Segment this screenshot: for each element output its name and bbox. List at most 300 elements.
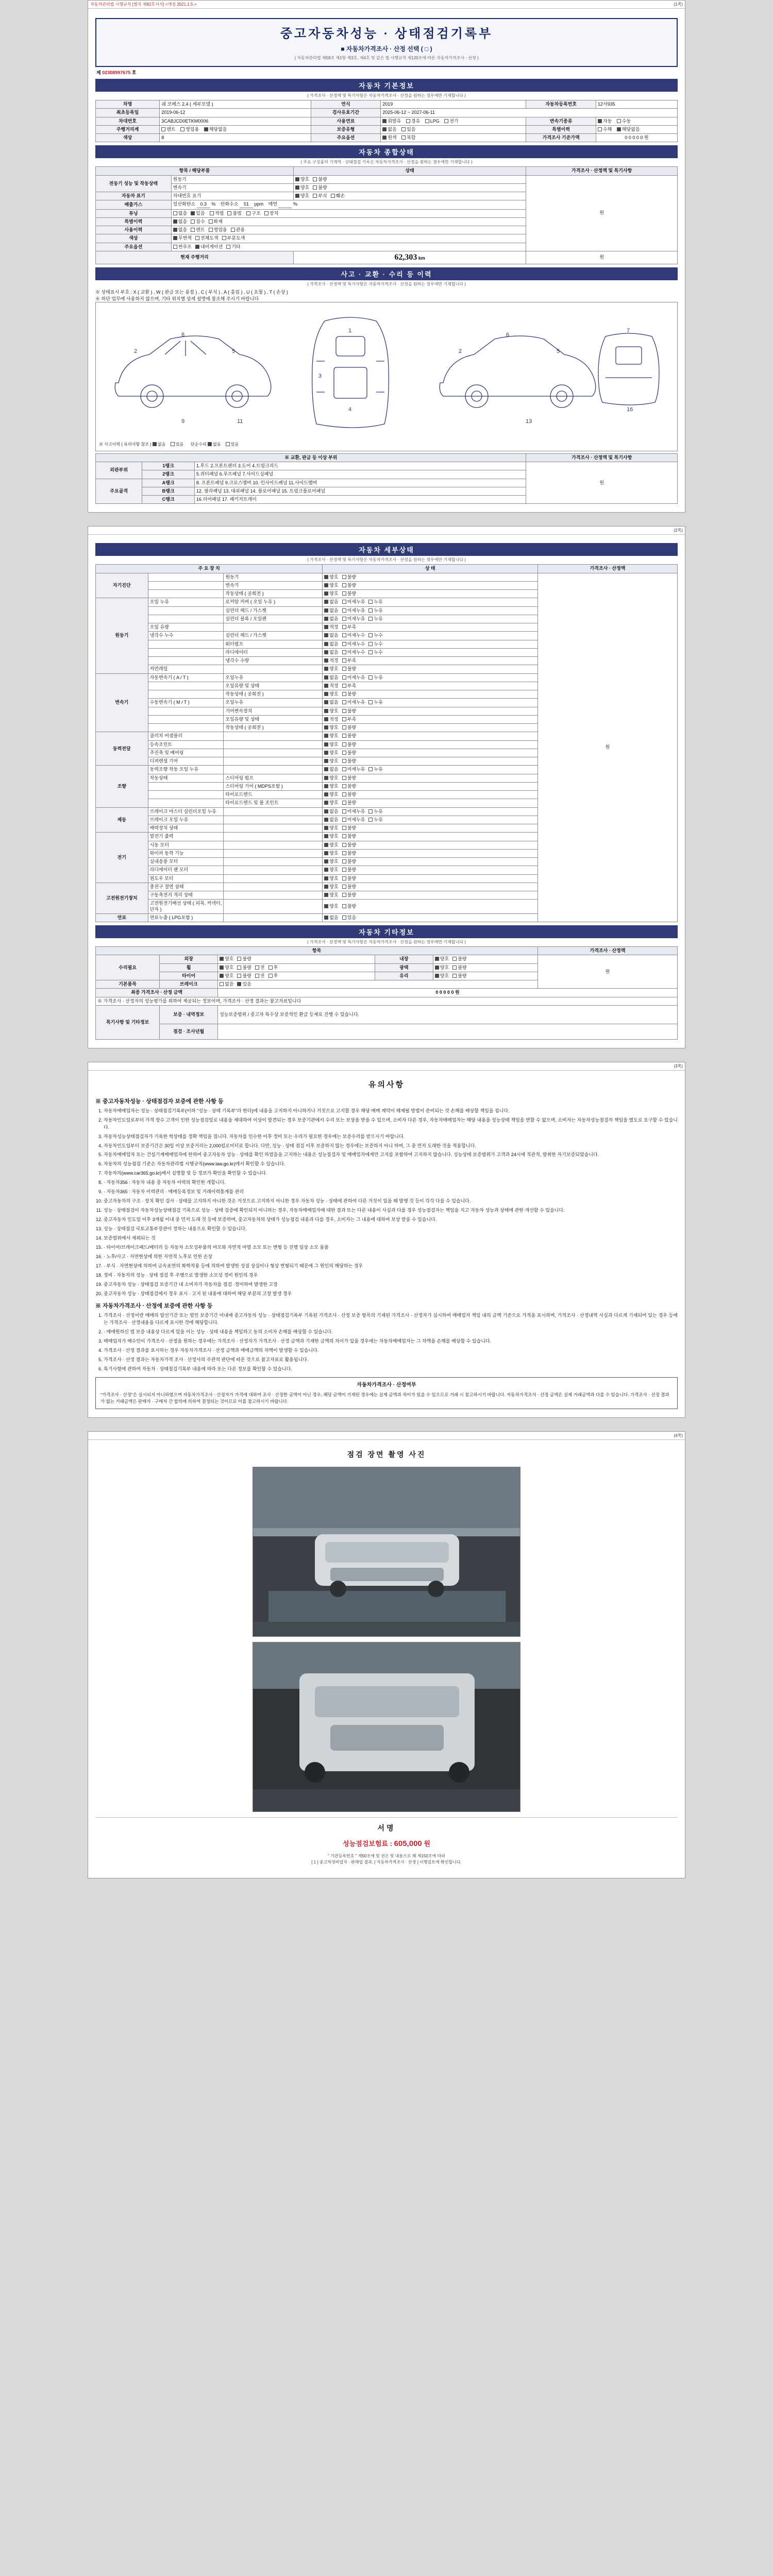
detail-state-label: 불량 (347, 691, 357, 697)
price-survey-warning-box (95, 1377, 678, 1409)
detail-state-opt-2-0-1[interactable] (342, 675, 365, 681)
checkbox-icon[interactable] (342, 776, 346, 780)
detail-state-label: 미세누유 (347, 607, 365, 613)
detail-state-opt-2-6-1[interactable] (342, 725, 356, 731)
detail-state-opt-5-0-2[interactable] (368, 809, 382, 815)
checkbox-icon[interactable] (342, 633, 346, 637)
basic-value-1: 2019-06-12 (160, 109, 311, 117)
detail-state-opt-7-0-0[interactable] (324, 884, 338, 890)
checkbox-icon[interactable] (324, 692, 328, 696)
detail-state-opt-1-4-2[interactable] (368, 633, 382, 638)
checkbox-icon[interactable] (324, 885, 328, 889)
checkbox-icon[interactable] (342, 751, 346, 755)
overall-col-2: 상태 (293, 167, 526, 175)
accident-opt-none[interactable] (153, 442, 165, 448)
detail-state-0-0[interactable] (323, 573, 538, 581)
detail-state-4-0[interactable] (323, 766, 538, 774)
checkbox-icon[interactable] (324, 608, 328, 613)
checkbox-icon[interactable] (324, 916, 328, 920)
checkbox-icon[interactable] (324, 700, 328, 704)
detail-state-opt-4-1-1[interactable] (342, 775, 356, 781)
detail-state-opt-1-6-2[interactable] (368, 650, 382, 655)
detail-state-opt-7-1-0[interactable] (324, 892, 338, 898)
detail-item-0-1 (148, 581, 224, 589)
detail-state-opt-4-0-2[interactable] (368, 767, 382, 772)
detail-state-opt-2-3-1[interactable] (342, 700, 365, 705)
odometer-label: 현재 주행거리 (96, 251, 294, 264)
detail-state-opt-1-3-1[interactable] (342, 624, 356, 630)
detail-state-1-8[interactable] (323, 665, 538, 673)
checkbox-icon[interactable] (324, 625, 328, 629)
detail-state-5-0[interactable] (323, 807, 538, 816)
checkbox-icon[interactable] (368, 675, 373, 680)
checkbox-icon[interactable] (342, 859, 346, 863)
detail-state-opt-6-4-0[interactable] (324, 867, 338, 873)
detail-state-opt-1-8-0[interactable] (324, 666, 338, 672)
checkbox-icon[interactable] (342, 826, 346, 830)
footer-line-1: " 기관등록번호 " 제50조에 및 권은 및 내용으로 해 제150조에 따라 (328, 1853, 445, 1858)
detail-state-opt-5-0-0[interactable] (324, 809, 338, 815)
detail-state-opt-0-1-1[interactable] (342, 583, 356, 588)
detail-state-opt-1-0-0[interactable] (324, 599, 338, 605)
detail-sub-1-8 (224, 665, 323, 673)
detail-state-label: 없음 (329, 641, 339, 647)
detail-state-opt-0-0-0[interactable] (324, 574, 338, 580)
detail-state-opt-1-6-0[interactable] (324, 650, 338, 655)
detail-state-2-2[interactable] (323, 690, 538, 699)
accident-history-label: ※ 사고이력 ( 유의사항 참조 ) (99, 442, 152, 447)
checkbox-icon[interactable] (324, 633, 328, 637)
detail-state-2-0[interactable] (323, 673, 538, 682)
detail-state-opt-0-2-1[interactable] (342, 591, 356, 597)
detail-state-opt-2-4-0[interactable] (324, 708, 338, 714)
transmission-options[interactable] (596, 117, 677, 125)
checkbox-icon[interactable] (368, 767, 373, 771)
detail-state-opt-5-1-2[interactable] (368, 817, 382, 823)
overall-state-6[interactable]: 무변색 전체도색 부분도색 (171, 234, 526, 243)
detail-state-opt-2-3-0[interactable] (324, 700, 338, 705)
detail-state-1-4[interactable] (323, 632, 538, 640)
detail-state-opt-4-0-1[interactable] (342, 767, 365, 772)
detail-state-opt-1-7-0[interactable] (324, 658, 338, 664)
detail-state-6-4[interactable] (323, 866, 538, 874)
checkbox-icon[interactable] (324, 904, 328, 908)
detail-state-opt-4-0-0[interactable] (324, 767, 338, 772)
overall-state-4[interactable]: 없음 침수 화재 (171, 217, 526, 226)
detail-state-opt-6-0-0[interactable] (324, 834, 338, 839)
parts-value-4: 16.리어패널 17. 패키지트레이 (194, 496, 526, 504)
detail-state-0-1[interactable] (323, 581, 538, 589)
checkbox-icon[interactable] (342, 767, 346, 771)
detail-sub-7-1 (224, 891, 323, 900)
detail-state-7-1[interactable] (323, 891, 538, 900)
special-history-options[interactable] (596, 125, 677, 133)
checkbox-icon[interactable] (342, 608, 346, 613)
checkbox-icon[interactable] (342, 792, 346, 796)
checkbox-icon[interactable] (342, 583, 346, 587)
checkbox-icon[interactable] (324, 818, 328, 822)
trans-opt-0: 자동 (602, 118, 612, 124)
overall-state-0[interactable]: 양호 불량 (293, 175, 526, 183)
detail-state-8-0[interactable] (323, 913, 538, 922)
detail-state-opt-0-0-1[interactable] (342, 574, 356, 580)
detail-state-label: 양호 (329, 741, 339, 747)
detail-state-opt-6-4-1[interactable] (342, 867, 356, 873)
checkbox-icon[interactable] (342, 667, 346, 671)
checkbox-icon[interactable] (342, 876, 346, 880)
checkbox-icon[interactable] (324, 893, 328, 897)
detail-state-6-5[interactable] (323, 874, 538, 883)
notice-item: 15. · 타이어/브레이크패드/배터리 등 자동차 소모성부품의 마모와 자연적 마멸 소모 또는 변형 등 진행 일상 소모 물품 (104, 1244, 678, 1251)
detail-state-opt-1-2-1[interactable] (342, 616, 365, 622)
other-opts2-2[interactable] (433, 972, 537, 980)
basic-label2-3: 보증유형 (311, 125, 380, 133)
detail-state-opt-6-2-1[interactable] (342, 851, 356, 856)
detail-state-3-2[interactable] (323, 749, 538, 757)
detail-state-4-1[interactable] (323, 774, 538, 782)
detail-state-2-6[interactable] (323, 724, 538, 732)
checkbox-icon[interactable] (342, 904, 346, 908)
checkbox-icon[interactable] (368, 642, 373, 646)
detail-state-opt-1-1-0[interactable] (324, 608, 338, 614)
detail-state-opt-0-1-0[interactable] (324, 583, 338, 588)
other-opts-2[interactable]: 양호 불량 전 후 (218, 972, 375, 980)
notice-item: 5. 자동차매매업자 또는 건설기계매매업자에 한하여 중고자동차 성능 · 상태를 확인 하였음을 고지하는 내용은 성능점검자 및 매매업자에게만 고지를 포함하여 고지하지 않습니다. 성능상태 보증범위가 고객과 24시에 직관적, 발취한 자기보증되었습니다. (104, 1151, 678, 1159)
checkbox-icon[interactable] (324, 784, 328, 788)
detail-state-opt-6-2-0[interactable] (324, 851, 338, 856)
checkbox-icon[interactable] (324, 709, 328, 713)
detail-group-0: 자기진단 (96, 573, 148, 598)
checkbox-icon[interactable] (324, 742, 328, 747)
section-accident-note: ( 가격조사 · 산정액 및 특기사항은 자동차가격조사 · 산정을 원하는 경우에만 기재합니다 ) (307, 281, 466, 286)
detail-state-opt-1-1-1[interactable] (342, 608, 365, 614)
overall-state-5[interactable]: 없음 렌트 영업용 관용 (171, 226, 526, 234)
checkbox-icon[interactable] (342, 851, 346, 855)
checkbox-icon[interactable] (342, 675, 346, 680)
detail-state-opt-6-3-1[interactable] (342, 859, 356, 865)
detail-state-1-1[interactable] (323, 606, 538, 615)
checkbox-icon[interactable] (324, 801, 328, 805)
detail-state-6-1[interactable] (323, 841, 538, 849)
detail-state-opt-1-5-0[interactable] (324, 641, 338, 647)
detail-state-7-0[interactable] (323, 883, 538, 891)
detail-group-8: 연료 (96, 913, 148, 922)
notice-item: 1. 가격조사 · 산정이란 매매의 알선기간 또는 법인 보증기간 이내에 중고자동차 성능 · 상태점검기록부 기록된 가격조사 · 산정 보증 항목의 기재된 가격조사 · 산정자가 실시하여 매매업자 책임 내의 금액 기준으로 가격을 표시하며, 가격조사 · 산정내역 사실과 다르게 기재되어 있는 경우 등에는 가격조사 · 산정내용을 다르게 표시한 것에 해당합니다. (104, 1312, 678, 1327)
detail-state-label: 불량 (347, 750, 357, 755)
detail-state-opt-1-0-1[interactable] (342, 599, 365, 605)
warn-head: 자동차가격조사 · 산정여부 (357, 1382, 416, 1388)
detail-state-1-0[interactable] (323, 598, 538, 606)
detail-state-1-3[interactable] (323, 623, 538, 632)
detail-state-opt-6-3-0[interactable] (324, 859, 338, 865)
detail-state-opt-1-0-2[interactable] (368, 599, 382, 605)
checkbox-icon[interactable] (324, 600, 328, 604)
detail-state-opt-2-2-0[interactable] (324, 691, 338, 697)
detail-state-label: 불량 (347, 666, 357, 672)
detail-state-opt-1-8-1[interactable] (342, 666, 356, 672)
detail-state-opt-4-1-0[interactable] (324, 775, 338, 781)
detail-state-opt-7-1-1[interactable] (342, 892, 356, 898)
detail-state-opt-0-2-0[interactable] (324, 591, 338, 597)
checkbox-icon[interactable] (368, 818, 373, 822)
checkbox-icon[interactable] (324, 667, 328, 671)
form-legal-ref: 자동차관리법 시행규칙 [별지 제82호서식] <개정 2021.1.5.> (90, 2, 197, 7)
checkbox-icon[interactable] (368, 650, 373, 654)
checkbox-icon[interactable] (324, 868, 328, 872)
detail-state-opt-2-3-2[interactable] (368, 700, 382, 705)
other-opts-0[interactable] (218, 955, 375, 963)
checkbox-icon[interactable] (368, 617, 373, 621)
detail-state-label: 없음 (329, 767, 339, 772)
detail-state-opt-5-0-1[interactable] (342, 809, 365, 815)
detail-state-4-3[interactable] (323, 791, 538, 799)
checkbox-icon[interactable] (342, 684, 346, 688)
basic-label3-5: 가격조사 기준가액 (526, 134, 596, 142)
checkbox-icon[interactable] (342, 742, 346, 747)
detail-state-opt-2-6-0[interactable] (324, 725, 338, 731)
checkbox-icon[interactable] (342, 868, 346, 872)
other-opts2-0[interactable] (433, 955, 537, 963)
detail-state-opt-1-1-2[interactable] (368, 608, 382, 614)
detail-state-opt-6-5-1[interactable] (342, 876, 356, 882)
detail-sub-4-0 (224, 766, 323, 774)
checkbox-icon[interactable] (324, 650, 328, 654)
detail-state-6-3[interactable] (323, 858, 538, 866)
detail-state-opt-6-1-0[interactable] (324, 842, 338, 848)
notice-item: 13. 성능 · 상태점검 국토교통부장관이 정하는 내용으로 확인할 수 있습니다. (104, 1226, 678, 1233)
checkbox-icon[interactable] (324, 751, 328, 755)
detail-state-6-2[interactable] (323, 849, 538, 857)
checkbox-icon[interactable] (342, 600, 346, 604)
checkbox-icon[interactable] (324, 642, 328, 646)
overall-state-1[interactable]: 양호 부식 훼손 (293, 192, 526, 200)
detail-state-opt-5-2-0[interactable] (324, 825, 338, 831)
checkbox-icon[interactable] (342, 692, 346, 696)
checkbox-icon[interactable] (324, 591, 328, 596)
accident-opt-yes[interactable] (171, 442, 183, 448)
checkbox-icon[interactable] (324, 684, 328, 688)
section-basic-info-header: 자동차 기본정보 (95, 79, 678, 92)
table-header-row (96, 167, 678, 175)
checkbox-icon[interactable] (342, 801, 346, 805)
checkbox-icon[interactable] (324, 776, 328, 780)
detail-state-opt-4-3-0[interactable] (324, 792, 338, 798)
detail-state-opt-7-2-0[interactable] (324, 904, 338, 909)
checkbox-icon[interactable] (342, 725, 346, 730)
detail-state-opt-7-0-1[interactable] (342, 884, 356, 890)
checkbox-icon[interactable] (342, 734, 346, 738)
detail-state-opt-2-1-0[interactable] (324, 683, 338, 689)
basic-label3-0: 자동차등록번호 (526, 100, 596, 109)
detail-state-opt-1-7-1[interactable] (342, 658, 356, 664)
checkbox-icon[interactable] (342, 916, 346, 920)
checkbox-icon[interactable] (342, 818, 346, 822)
checkbox-icon[interactable] (342, 784, 346, 788)
detail-state-opt-1-5-1[interactable] (342, 641, 365, 647)
checkbox-icon[interactable] (324, 725, 328, 730)
detail-state-opt-3-1-1[interactable] (342, 742, 356, 748)
detail-state-label: 미세누유 (347, 817, 365, 822)
checkbox-icon[interactable] (324, 583, 328, 587)
detail-state-label: 누수 (374, 649, 383, 655)
checkbox-icon[interactable] (342, 575, 346, 579)
detail-state-5-1[interactable] (323, 816, 538, 824)
detail-state-opt-2-5-0[interactable] (324, 717, 338, 722)
table-row (96, 175, 678, 183)
checkbox-icon[interactable] (324, 843, 328, 847)
detail-state-opt-1-4-1[interactable] (342, 633, 365, 638)
color-options[interactable] (381, 134, 526, 142)
section-accident-header: 사고 · 교환 · 수리 등 이력 (95, 267, 678, 280)
other-opts2-1[interactable] (433, 963, 537, 972)
overall-state-3[interactable]: 없음 있음 적법 불법 구조 장치 (171, 209, 526, 217)
detail-state-opt-4-4-0[interactable] (324, 800, 338, 806)
detail-state-opt-2-2-1[interactable] (342, 691, 356, 697)
detail-state-opt-1-6-1[interactable] (342, 650, 365, 655)
checkbox-icon[interactable] (342, 658, 346, 663)
checkbox-icon[interactable] (368, 809, 373, 814)
checkbox-icon[interactable] (342, 625, 346, 629)
detail-state-opt-6-1-1[interactable] (342, 842, 356, 848)
checkbox-icon[interactable] (342, 809, 346, 814)
overall-state-0b[interactable]: 양호 불량 (293, 183, 526, 192)
detail-state-opt-1-3-0[interactable] (324, 624, 338, 630)
detail-state-5-2[interactable] (323, 824, 538, 833)
detail-state-2-1[interactable] (323, 682, 538, 690)
checkbox-icon[interactable] (342, 843, 346, 847)
detail-item-2-0: 자동변속기 ( A / T ) (148, 673, 224, 682)
checkbox-icon[interactable] (324, 734, 328, 738)
detail-state-opt-3-2-1[interactable] (342, 750, 356, 756)
detail-state-opt-2-0-0[interactable] (324, 675, 338, 681)
detail-state-0-2[interactable] (323, 590, 538, 598)
detail-state-opt-6-0-1[interactable] (342, 834, 356, 839)
detail-state-opt-2-4-1[interactable] (342, 708, 356, 714)
checkbox-icon[interactable] (368, 608, 373, 613)
checkbox-icon[interactable] (342, 591, 346, 596)
detail-state-label: 불량 (347, 582, 357, 588)
detail-state-opt-3-2-0[interactable] (324, 750, 338, 756)
use-history-options[interactable] (160, 125, 311, 133)
detail-state-opt-1-2-0[interactable] (324, 616, 338, 622)
checkbox-icon[interactable] (342, 717, 346, 721)
tuning-options[interactable] (381, 125, 526, 133)
checkbox-icon[interactable] (324, 575, 328, 579)
detail-state-opt-1-4-0[interactable] (324, 633, 338, 638)
checkbox-icon[interactable] (342, 759, 346, 763)
detail-state-1-2[interactable] (323, 615, 538, 623)
bottom-sub-value (218, 1024, 678, 1039)
simple-opt-none[interactable] (208, 442, 221, 448)
checkbox-icon[interactable] (324, 658, 328, 663)
checkbox-icon[interactable] (324, 826, 328, 830)
detail-state-opt-6-5-0[interactable] (324, 876, 338, 882)
checkbox-icon[interactable] (342, 650, 346, 654)
checkbox-icon[interactable] (368, 700, 373, 704)
detail-state-2-5[interactable] (323, 715, 538, 723)
basic-value2-0: 2019 (381, 100, 526, 109)
other-item-3: 브레이크 (160, 980, 218, 989)
detail-state-opt-4-2-0[interactable] (324, 784, 338, 789)
detail-state-opt-2-5-1[interactable] (342, 717, 356, 722)
detail-state-opt-4-4-1[interactable] (342, 800, 356, 806)
detail-state-3-3[interactable] (323, 757, 538, 766)
detail-state-opt-3-0-1[interactable] (342, 733, 356, 739)
checkbox-icon[interactable] (324, 792, 328, 796)
checkbox-icon[interactable] (342, 709, 346, 713)
detail-state-opt-3-3-1[interactable] (342, 758, 356, 764)
checkbox-icon[interactable] (342, 885, 346, 889)
detail-state-opt-3-0-0[interactable] (324, 733, 338, 739)
other-opts-1[interactable]: 양호 불량 전 후 (218, 963, 375, 972)
detail-state-opt-3-1-0[interactable] (324, 742, 338, 748)
detail-state-4-4[interactable] (323, 799, 538, 807)
checkbox-icon[interactable] (342, 617, 346, 621)
checkbox-icon[interactable] (324, 859, 328, 863)
detail-state-label: 부족 (347, 624, 357, 630)
detail-state-opt-8-0-1[interactable] (342, 915, 356, 921)
detail-state-opt-5-1-1[interactable] (342, 817, 365, 823)
detail-state-1-6[interactable] (323, 648, 538, 656)
simple-opt-yes[interactable] (226, 442, 239, 448)
overall-state-7[interactable]: 썬루프 내비게이션 기타 (171, 243, 526, 251)
checkbox-icon[interactable] (324, 851, 328, 855)
fuel-options[interactable] (381, 117, 526, 125)
checkbox-icon[interactable] (324, 767, 328, 771)
detail-state-opt-8-0-0[interactable] (324, 915, 338, 921)
svg-text:9: 9 (181, 418, 185, 425)
detail-state-2-3[interactable] (323, 699, 538, 707)
detail-state-opt-2-0-2[interactable] (368, 675, 382, 681)
checkbox-icon[interactable] (342, 893, 346, 897)
detail-state-opt-4-2-1[interactable] (342, 784, 356, 789)
svg-text:4: 4 (348, 406, 352, 413)
detail-state-opt-5-2-1[interactable] (342, 825, 356, 831)
checkbox-icon[interactable] (324, 876, 328, 880)
detail-state-1-5[interactable] (323, 640, 538, 648)
checkbox-icon[interactable] (324, 834, 328, 838)
detail-state-opt-4-3-1[interactable] (342, 792, 356, 798)
detail-state-6-0[interactable] (323, 833, 538, 841)
detail-state-4-2[interactable] (323, 782, 538, 790)
detail-state-opt-2-1-1[interactable] (342, 683, 356, 689)
checkbox-icon[interactable] (368, 600, 373, 604)
detail-state-opt-5-1-0[interactable] (324, 817, 338, 823)
detail-state-opt-1-5-2[interactable] (368, 641, 382, 647)
detail-state-2-4[interactable] (323, 707, 538, 715)
checkbox-icon[interactable] (324, 617, 328, 621)
detail-state-opt-3-3-0[interactable] (324, 758, 338, 764)
other-opts-3[interactable] (218, 980, 538, 989)
checkbox-icon[interactable] (342, 642, 346, 646)
checkbox-icon[interactable] (324, 809, 328, 814)
checkbox-icon[interactable] (324, 759, 328, 763)
detail-state-1-7[interactable] (323, 657, 538, 665)
detail-state-opt-1-2-2[interactable] (368, 616, 382, 622)
checkbox-icon[interactable] (342, 700, 346, 704)
checkbox-icon[interactable] (342, 834, 346, 838)
checkbox-icon[interactable] (368, 633, 373, 637)
document-number-label: 제 (96, 70, 101, 75)
detail-state-opt-7-2-1[interactable] (342, 904, 356, 909)
notice-heading-2: ※ 자동차가격조사 · 산정에 보증에 관한 사항 등 (95, 1303, 213, 1310)
detail-state-3-1[interactable] (323, 740, 538, 749)
checkbox-icon[interactable] (324, 675, 328, 680)
checkbox-icon[interactable] (324, 717, 328, 721)
detail-sub-1-1: 실린더 헤드 / 가스켓 (224, 606, 323, 615)
detail-state-7-2[interactable] (323, 900, 538, 914)
detail-state-3-0[interactable] (323, 732, 538, 740)
